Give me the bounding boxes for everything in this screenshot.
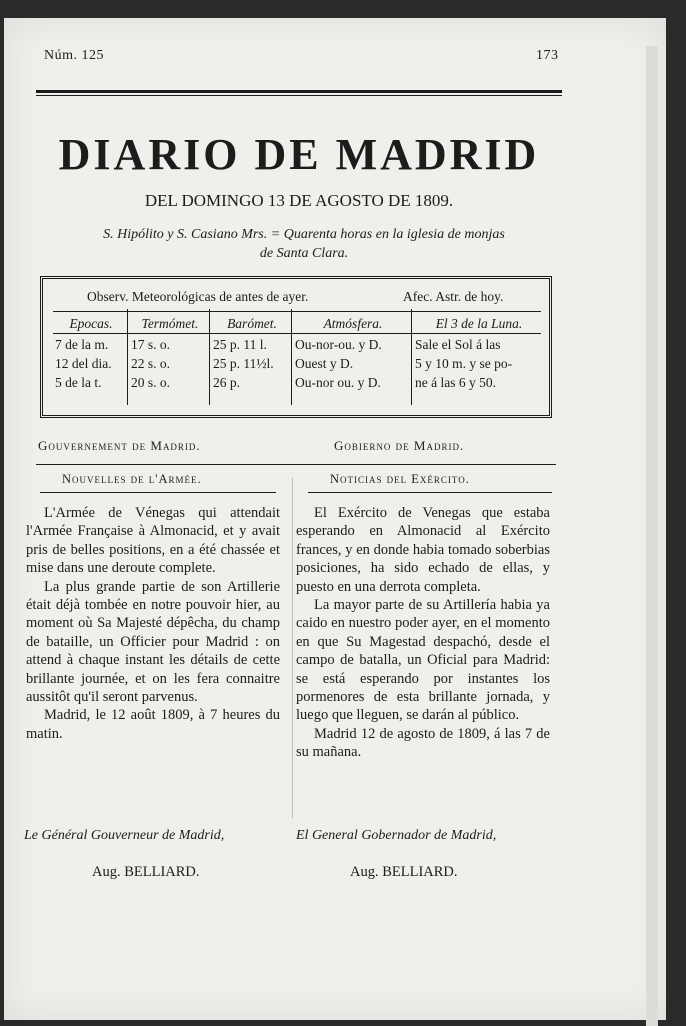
left-signatory: Aug. BELLIARD. (92, 864, 200, 880)
col-luna (415, 313, 543, 407)
left-column (26, 504, 280, 743)
col-epocas (55, 313, 127, 407)
dateline: DEL DOMINGO 13 DE AGOSTO DE 1809. (144, 191, 454, 210)
right-section-title: Gobierno de Madrid. (334, 438, 465, 453)
term-cell: 22 s. o. (131, 356, 171, 371)
meteo-title: Observ. Meteorológicas de antes de ayer. (87, 289, 309, 304)
col-divider (209, 309, 210, 405)
right-paragraph-1: El Exército de Venegas que estaba esperando en Almonacid al Exército frances, y en donde habia tomado soberbias posiciones, ha sido echado de ellas, y puesto en una derrota completa. (296, 505, 550, 595)
page-number: 173 (536, 48, 559, 63)
page-edge (646, 46, 658, 1026)
epoca-cell: 12 del dia. (55, 356, 112, 371)
col-header: Barómet. (227, 316, 277, 331)
epoca-cell: 7 de la m. (55, 337, 109, 352)
atm-cell: Ou-nor-ou. y D. (295, 337, 382, 352)
left-subhead: Nouvelles de l'Armée. (62, 472, 202, 486)
right-paragraph-2: La mayor parte de su Artillería habia ya caido en nuestro poder ayer, en el momento en que Su Magestad despachó, desde el campo de batalla, un Oficial para Madrid: se está esperando por instantes los pormenores de esta brillante jornada, y luego que lleguen, se darán al público. (296, 597, 550, 724)
luna-line: 5 y 10 m. y se po- (415, 356, 513, 371)
col-header: Termómet. (141, 316, 199, 331)
col-header: Epocas. (69, 316, 113, 331)
luna-line: ne á las 6 y 50. (415, 375, 496, 390)
astro-title: Afec. Astr. de hoy. (403, 289, 504, 304)
left-paragraph-1: L'Armée de Vénegas qui attendait l'Armée Française à Almonacid, et y avait pris de belles positions, en a été chassée et mise dans une deroute complete. (26, 505, 280, 577)
saints-of-day (54, 225, 554, 263)
left-signature: Le Général Gouverneur de Madrid, (24, 828, 225, 843)
right-subhead-rule (308, 492, 552, 493)
baro-cell: 26 p. (213, 375, 240, 390)
saints-line-1: S. Hipólito y S. Casiano Mrs. = Quarenta horas en la iglesia de monjas (103, 227, 505, 242)
right-signature: El General Gobernador de Madrid, (296, 828, 497, 843)
right-column (296, 504, 550, 762)
term-cell: 20 s. o. (131, 375, 171, 390)
newspaper-page (4, 18, 666, 1020)
right-subhead: Noticias del Exército. (330, 472, 470, 486)
col-header: El 3 de la Luna. (435, 316, 523, 331)
issue-number: Núm. 125 (44, 48, 104, 63)
top-rule (36, 90, 562, 96)
baro-cell: 25 p. 11 l. (213, 337, 267, 352)
right-signatory: Aug. BELLIARD. (350, 864, 458, 880)
col-divider (127, 309, 128, 405)
atm-cell: Ouest y D. (295, 356, 354, 371)
col-barometro (213, 313, 291, 407)
term-cell: 17 s. o. (131, 337, 171, 352)
saints-line-2: de Santa Clara. (259, 246, 349, 261)
left-section-title: Gouvernement de Madrid. (38, 438, 201, 453)
luna-line: Sale el Sol á las (415, 337, 501, 352)
col-atmosfera (295, 313, 411, 407)
baro-cell: 25 p. 11½l. (213, 356, 274, 371)
masthead-title: DIARIO DE MADRID (58, 130, 540, 179)
section-rule (36, 464, 556, 465)
epoca-cell: 5 de la t. (55, 375, 102, 390)
meteo-table (40, 276, 552, 418)
right-place-date: Madrid 12 de agosto de 1809, á las 7 de su mañana. (296, 725, 550, 761)
col-divider (291, 309, 292, 405)
left-subhead-rule (40, 492, 276, 493)
col-header: Atmósfera. (323, 316, 383, 331)
left-paragraph-2: La plus grande partie de son Artillerie était déjà tombée en notre pouvoir hier, au moment où Sa Majesté dépêcha, du champ de bataille, un Officier pour Madrid : on attend à chaque instant les détails de cette brillante journée, et on les fera connaitre aussitôt qu'il seront parvenus. (26, 578, 280, 706)
col-termometro (131, 313, 209, 407)
left-place-date: Madrid, le 12 août 1809, à 7 heures du matin. (26, 707, 280, 742)
atm-cell: Ou-nor ou. y D. (295, 375, 381, 390)
column-divider (292, 478, 293, 818)
col-divider (411, 309, 412, 405)
